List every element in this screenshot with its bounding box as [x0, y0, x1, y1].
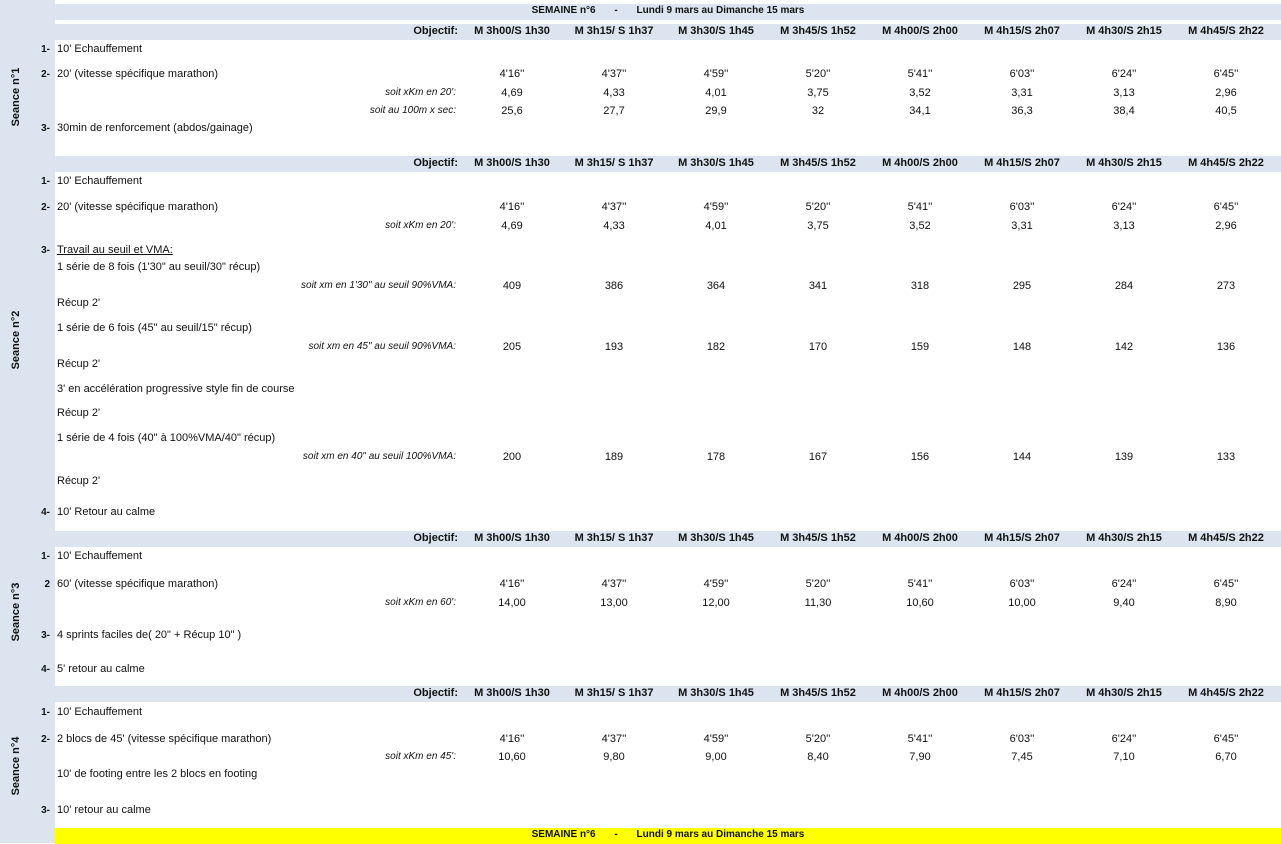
- week-dates: Lundi 9 mars au Dimanche 15 mars: [636, 5, 805, 16]
- value-cell: 3,52: [909, 87, 931, 99]
- value-cell: 4'16'': [499, 68, 525, 80]
- objective-header: M 3h00/S 1h30: [474, 687, 550, 699]
- step-number: 3-: [41, 245, 50, 256]
- step-text: 1 série de 8 fois (1'30" au seuil/30" récup): [57, 261, 261, 273]
- objective-label: Objectif:: [413, 687, 458, 699]
- objective-header: M 4h45/S 2h22: [1188, 532, 1264, 544]
- value-cell: 3,13: [1113, 220, 1135, 232]
- value-cell: 6'24'': [1111, 68, 1137, 80]
- value-cell: 318: [910, 280, 930, 292]
- step-number: 4-: [41, 507, 50, 518]
- value-cell: 11,30: [804, 597, 832, 609]
- row-sublabel: soit xKm en 45':: [385, 751, 456, 762]
- objective-header: M 4h30/S 2h15: [1086, 25, 1162, 37]
- value-cell: 4'59'': [703, 201, 729, 213]
- step-text: 3' en accélération progressive style fin de course: [57, 383, 295, 395]
- seance-label-1: Seance n°1: [10, 67, 22, 127]
- objective-header: M 4h45/S 2h22: [1188, 687, 1264, 699]
- value-cell: 193: [604, 341, 624, 353]
- objective-header: M 3h00/S 1h30: [474, 157, 550, 169]
- objective-header: M 3h30/S 1h45: [678, 687, 754, 699]
- row-sublabel: soit xKm en 60':: [385, 597, 456, 608]
- value-cell: 182: [706, 341, 726, 353]
- value-cell: 4,01: [705, 220, 727, 232]
- value-cell: 6,70: [1215, 751, 1237, 763]
- objective-header: M 3h45/S 1h52: [780, 25, 856, 37]
- objective-header: M 3h45/S 1h52: [780, 532, 856, 544]
- value-cell: 295: [1012, 280, 1032, 292]
- value-cell: 2,96: [1215, 220, 1237, 232]
- value-cell: 167: [808, 451, 828, 463]
- value-cell: 148: [1012, 341, 1032, 353]
- value-cell: 4'16'': [499, 578, 525, 590]
- footer-week-separator: -: [614, 829, 618, 840]
- value-cell: 4'37'': [601, 733, 627, 745]
- objective-header: M 4h30/S 2h15: [1086, 157, 1162, 169]
- objective-label: Objectif:: [413, 532, 458, 544]
- step-number: 2-: [41, 202, 50, 213]
- objective-header: M 4h15/S 2h07: [984, 687, 1060, 699]
- step-number: 3-: [41, 630, 50, 641]
- step-number: 2: [44, 579, 50, 590]
- value-cell: 139: [1114, 451, 1134, 463]
- objective-header: M 4h00/S 2h00: [882, 532, 958, 544]
- value-cell: 5'20'': [805, 68, 831, 80]
- value-cell: 133: [1216, 451, 1236, 463]
- value-cell: 136: [1216, 341, 1236, 353]
- week-footer-title: [55, 829, 1281, 840]
- row-sublabel: soit xKm en 20':: [385, 220, 456, 231]
- seance-label-4: Seance n°4: [10, 736, 22, 796]
- value-cell: 32: [811, 105, 825, 117]
- value-cell: 6'03'': [1009, 68, 1035, 80]
- step-text: 10' Echauffement: [57, 550, 143, 562]
- objective-header: M 4h00/S 2h00: [882, 157, 958, 169]
- value-cell: 284: [1114, 280, 1134, 292]
- step-number: 1-: [41, 707, 50, 718]
- value-cell: 34,1: [909, 105, 931, 117]
- step-text: 60' (vitesse spécifique marathon): [57, 578, 219, 590]
- step-number: 4-: [41, 664, 50, 675]
- value-cell: 13,00: [600, 597, 628, 609]
- value-cell: 7,45: [1011, 751, 1033, 763]
- objective-header: M 3h15/ S 1h37: [574, 157, 654, 169]
- step-text: 10' retour au calme: [57, 804, 151, 816]
- value-cell: 6'03'': [1009, 201, 1035, 213]
- step-text: Récup 2': [57, 358, 101, 370]
- value-cell: 4,01: [705, 87, 727, 99]
- value-cell: 5'41'': [907, 733, 933, 745]
- step-text: 1 série de 6 fois (45" au seuil/15" récup): [57, 322, 252, 334]
- value-cell: 25,6: [501, 105, 523, 117]
- step-number: 1-: [41, 44, 50, 55]
- value-cell: 189: [604, 451, 624, 463]
- value-cell: 273: [1216, 280, 1236, 292]
- step-number: 2-: [41, 734, 50, 745]
- step-text: 1 série de 4 fois (40" à 100%VMA/40" récup): [57, 432, 276, 444]
- value-cell: 205: [502, 341, 522, 353]
- value-cell: 4'16'': [499, 201, 525, 213]
- footer-week-dates: Lundi 9 mars au Dimanche 15 mars: [636, 829, 805, 840]
- value-cell: 6'45'': [1213, 68, 1239, 80]
- objective-header: M 4h30/S 2h15: [1086, 687, 1162, 699]
- value-cell: 170: [808, 341, 828, 353]
- step-text: Récup 2': [57, 407, 101, 419]
- value-cell: 9,80: [603, 751, 625, 763]
- step-text: 20' (vitesse spécifique marathon): [57, 201, 219, 213]
- value-cell: 6'45'': [1213, 201, 1239, 213]
- value-cell: 200: [502, 451, 522, 463]
- objective-label: Objectif:: [413, 157, 458, 169]
- value-cell: 8,90: [1215, 597, 1237, 609]
- step-number: 1-: [41, 551, 50, 562]
- value-cell: 3,31: [1011, 87, 1033, 99]
- value-cell: 4,33: [603, 220, 625, 232]
- value-cell: 5'41'': [907, 201, 933, 213]
- seance-label-3: Seance n°3: [10, 582, 22, 642]
- row-sublabel: soit au 100m x sec:: [369, 105, 456, 116]
- objective-header: M 3h30/S 1h45: [678, 532, 754, 544]
- value-cell: 142: [1114, 341, 1134, 353]
- objective-label: Objectif:: [413, 25, 458, 37]
- step-text: 10' Echauffement: [57, 175, 143, 187]
- step-number: 1-: [41, 176, 50, 187]
- objective-header: M 4h00/S 2h00: [882, 25, 958, 37]
- step-number: 3-: [41, 123, 50, 134]
- value-cell: 5'41'': [907, 68, 933, 80]
- value-cell: 4,33: [603, 87, 625, 99]
- value-cell: 6'03'': [1009, 733, 1035, 745]
- value-cell: 6'24'': [1111, 201, 1137, 213]
- value-cell: 4,69: [501, 87, 523, 99]
- step-text: 10' de footing entre les 2 blocs en footing: [57, 768, 258, 780]
- value-cell: 10,60: [906, 597, 934, 609]
- value-cell: 6'45'': [1213, 733, 1239, 745]
- value-cell: 10,60: [498, 751, 526, 763]
- objective-header: M 4h45/S 2h22: [1188, 157, 1264, 169]
- objective-header: M 4h30/S 2h15: [1086, 532, 1162, 544]
- objective-header: M 4h15/S 2h07: [984, 157, 1060, 169]
- value-cell: 6'03'': [1009, 578, 1035, 590]
- row-sublabel: soit xm en 1'30" au seuil 90%VMA:: [301, 280, 456, 291]
- value-cell: 386: [604, 280, 624, 292]
- value-cell: 3,75: [807, 87, 829, 99]
- step-number: 3-: [41, 805, 50, 816]
- value-cell: 3,31: [1011, 220, 1033, 232]
- objective-header: M 4h45/S 2h22: [1188, 25, 1264, 37]
- value-cell: 2,96: [1215, 87, 1237, 99]
- value-cell: 159: [910, 341, 930, 353]
- value-cell: 364: [706, 280, 726, 292]
- step-text: 10' Retour au calme: [57, 506, 156, 518]
- value-cell: 12,00: [702, 597, 730, 609]
- seance-label-column: [0, 0, 32, 843]
- row-sublabel: soit xm en 45" au seuil 90%VMA:: [308, 341, 456, 352]
- value-cell: 3,13: [1113, 87, 1135, 99]
- row-sublabel: soit xKm en 20':: [385, 87, 456, 98]
- objective-header: M 4h00/S 2h00: [882, 687, 958, 699]
- value-cell: 4,69: [501, 220, 523, 232]
- objective-header: M 3h00/S 1h30: [474, 25, 550, 37]
- value-cell: 40,5: [1215, 105, 1237, 117]
- objective-header: M 3h30/S 1h45: [678, 157, 754, 169]
- value-cell: 4'37'': [601, 68, 627, 80]
- value-cell: 4'59'': [703, 733, 729, 745]
- value-cell: 38,4: [1113, 105, 1135, 117]
- value-cell: 36,3: [1011, 105, 1033, 117]
- value-cell: 341: [808, 280, 828, 292]
- value-cell: 6'24'': [1111, 578, 1137, 590]
- value-cell: 4'59'': [703, 578, 729, 590]
- objective-header: M 3h45/S 1h52: [780, 157, 856, 169]
- seance-label-2: Seance n°2: [10, 310, 22, 370]
- objective-header: M 4h15/S 2h07: [984, 532, 1060, 544]
- step-text: 2 blocs de 45' (vitesse spécifique marathon): [57, 733, 272, 745]
- value-cell: 10,00: [1008, 597, 1036, 609]
- step-number: 2-: [41, 69, 50, 80]
- step-text: Récup 2': [57, 297, 101, 309]
- objective-header: M 3h15/ S 1h37: [574, 25, 654, 37]
- value-cell: 3,75: [807, 220, 829, 232]
- value-cell: 9,00: [705, 751, 727, 763]
- step-text: Récup 2': [57, 475, 101, 487]
- footer-week-number: SEMAINE n°6: [531, 829, 596, 840]
- value-cell: 7,90: [909, 751, 931, 763]
- value-cell: 5'20'': [805, 733, 831, 745]
- week-separator: -: [614, 5, 618, 16]
- value-cell: 4'37'': [601, 201, 627, 213]
- value-cell: 6'24'': [1111, 733, 1137, 745]
- step-text: 4 sprints faciles de( 20" + Récup 10" ): [57, 629, 242, 641]
- value-cell: 4'37'': [601, 578, 627, 590]
- step-text: 5' retour au calme: [57, 663, 145, 675]
- value-cell: 14,00: [498, 597, 526, 609]
- objective-header: M 4h15/S 2h07: [984, 25, 1060, 37]
- objective-header: M 3h45/S 1h52: [780, 687, 856, 699]
- value-cell: 27,7: [603, 105, 625, 117]
- step-text: 10' Echauffement: [57, 43, 143, 55]
- value-cell: 156: [910, 451, 930, 463]
- value-cell: 6'45'': [1213, 578, 1239, 590]
- value-cell: 8,40: [807, 751, 829, 763]
- value-cell: 4'16'': [499, 733, 525, 745]
- value-cell: 5'20'': [805, 201, 831, 213]
- step-text: 20' (vitesse spécifique marathon): [57, 68, 219, 80]
- value-cell: 5'41'': [907, 578, 933, 590]
- step-text: 10' Echauffement: [57, 706, 143, 718]
- value-cell: 4'59'': [703, 68, 729, 80]
- value-cell: 7,10: [1113, 751, 1135, 763]
- value-cell: 178: [706, 451, 726, 463]
- value-cell: 144: [1012, 451, 1032, 463]
- objective-header: M 3h00/S 1h30: [474, 532, 550, 544]
- step-text: 30min de renforcement (abdos/gainage): [57, 122, 253, 134]
- objective-header: M 3h30/S 1h45: [678, 25, 754, 37]
- value-cell: 9,40: [1113, 597, 1135, 609]
- week-number: SEMAINE n°6: [531, 5, 596, 16]
- value-cell: 409: [502, 280, 522, 292]
- row-sublabel: soit xm en 40" au seuil 100%VMA:: [302, 451, 456, 462]
- objective-header: M 3h15/ S 1h37: [574, 687, 654, 699]
- value-cell: 5'20'': [805, 578, 831, 590]
- step-text: Travail au seuil et VMA:: [57, 244, 173, 256]
- value-cell: 3,52: [909, 220, 931, 232]
- value-cell: 29,9: [705, 105, 727, 117]
- week-title: [55, 5, 1281, 16]
- objective-header: M 3h15/ S 1h37: [574, 532, 654, 544]
